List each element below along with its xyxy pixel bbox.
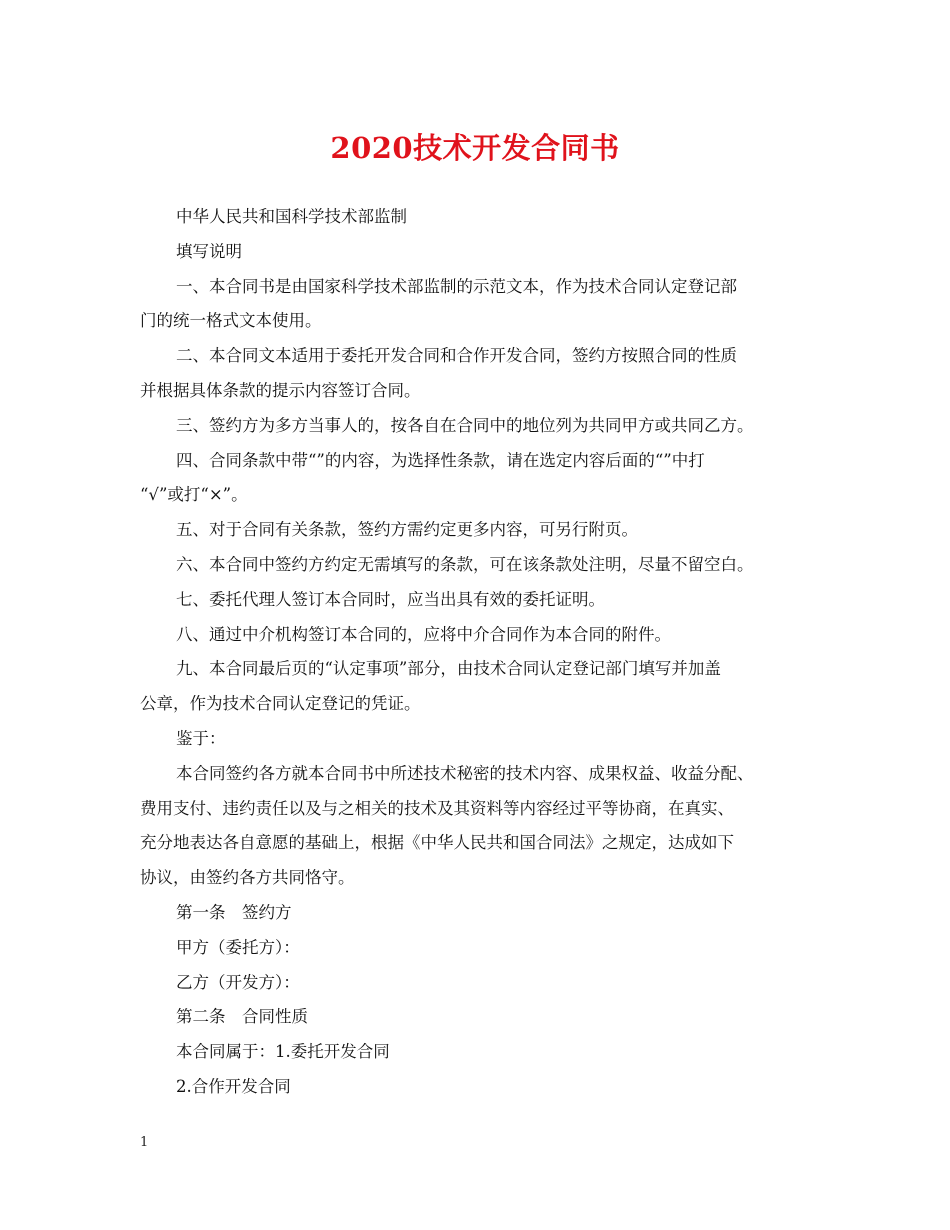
- body-line: 充分地表达各自意愿的基础上，根据《中华人民共和国合同法》之规定，达成如下: [140, 833, 734, 853]
- body-line: 中华人民共和国科学技术部监制: [176, 207, 407, 226]
- body-line: 本合同签约各方就本合同书中所述技术秘密的技术内容、成果权益、收益分配、: [176, 763, 754, 783]
- document-title: 2020技术开发合同书: [330, 131, 620, 165]
- page-number: 1: [140, 1135, 149, 1150]
- body-line: 协议，由签约各方共同恪守。: [140, 868, 355, 888]
- document-body: [140, 200, 830, 1105]
- body-line: 五、对于合同有关条款，签约方需约定更多内容，可另行附页。: [176, 520, 638, 540]
- body-line: 公章，作为技术合同认定登记的凭证。: [140, 694, 421, 714]
- body-line: 第二条 合同性质: [176, 1007, 308, 1027]
- body-line: 九、本合同最后页的“认定事项”部分，由技术合同认定登记部门填写并加盖: [176, 659, 721, 679]
- body-line: 并根据具体条款的提示内容签订合同。: [140, 380, 421, 400]
- body-line: “√”或打“×”。: [140, 485, 248, 505]
- body-line: 八、通过中介机构签订本合同的，应将中介合同作为本合同的附件。: [176, 624, 671, 644]
- body-line: 2.合作开发合同: [176, 1076, 291, 1096]
- body-line: 三、签约方为多方当事人的，按各自在合同中的地位列为共同甲方或共同乙方。: [176, 415, 754, 435]
- body-line: 六、本合同中签约方约定无需填写的条款，可在该条款处注明，尽量不留空白。: [176, 554, 754, 574]
- body-line: 门的统一格式文本使用。: [140, 311, 322, 331]
- body-line: 乙方（开发方）：: [176, 972, 300, 992]
- body-line: 七、委托代理人签订本合同时，应当出具有效的委托证明。: [176, 589, 605, 609]
- body-line: 二、本合同文本适用于委托开发合同和合作开发合同，签约方按照合同的性质: [176, 346, 737, 366]
- body-line: 本合同属于：1.委托开发合同: [176, 1042, 390, 1062]
- body-line: 填写说明: [176, 241, 242, 261]
- body-line: 四、合同条款中带“”的内容，为选择性条款，请在选定内容后面的“”中打: [176, 450, 705, 470]
- body-line: 甲方（委托方）：: [176, 937, 300, 957]
- body-line: 一、本合同书是由国家科学技术部监制的示范文本，作为技术合同认定登记部: [176, 276, 737, 296]
- body-line: 鉴于：: [176, 728, 226, 748]
- body-line: 费用支付、违约责任以及与之相关的技术及其资料等内容经过平等协商，在真实、: [140, 798, 734, 818]
- body-line: 第一条 签约方: [176, 902, 292, 922]
